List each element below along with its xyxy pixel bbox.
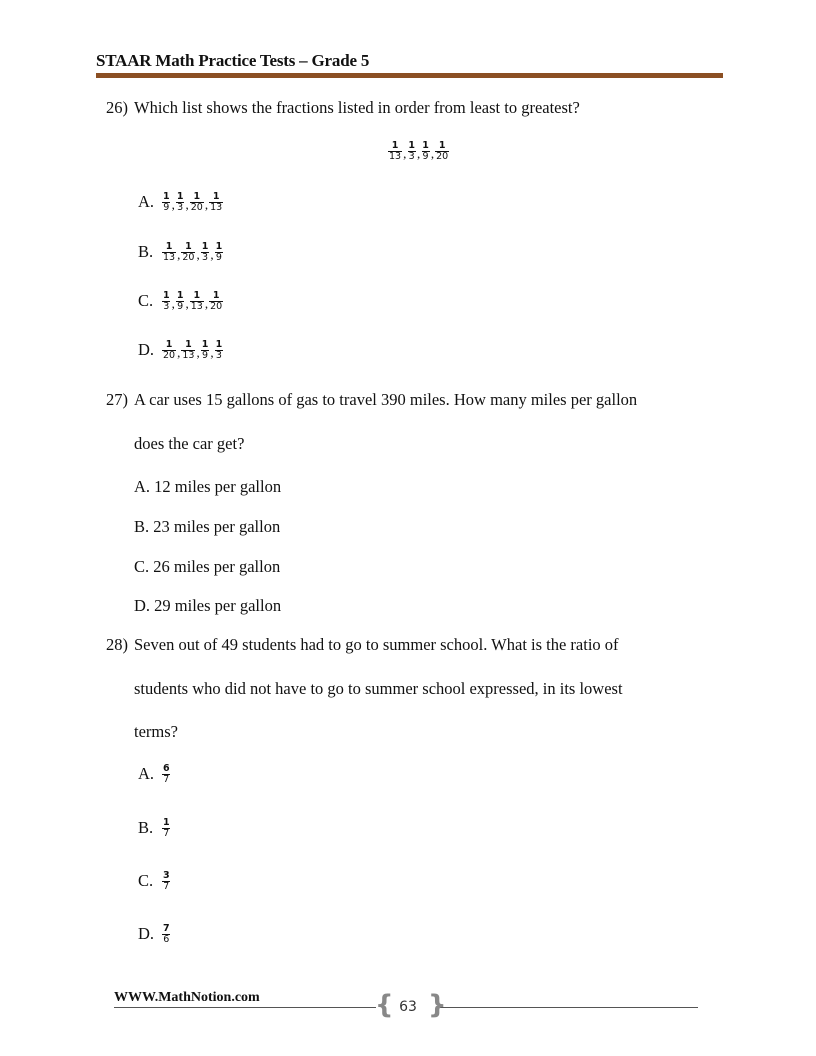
question-number: 26) bbox=[106, 98, 128, 117]
comma-separator: , bbox=[210, 345, 214, 361]
denominator: 7 bbox=[163, 827, 170, 839]
option-fractions bbox=[162, 291, 223, 312]
fraction bbox=[162, 818, 171, 839]
numerator: 1 bbox=[438, 140, 446, 151]
numerator: 1 bbox=[215, 339, 223, 350]
fraction bbox=[190, 291, 204, 312]
numerator: 1 bbox=[408, 140, 415, 151]
denominator: 9 bbox=[215, 251, 222, 263]
option-letter: A. bbox=[138, 764, 155, 784]
fraction bbox=[181, 340, 195, 361]
q26-option-a[interactable] bbox=[138, 192, 223, 213]
numerator: 1 bbox=[185, 241, 192, 252]
numerator: 1 bbox=[212, 191, 220, 202]
comma-separator: , bbox=[204, 197, 209, 213]
q27-option-a[interactable]: A. 12 miles per gallon bbox=[134, 477, 282, 496]
comma-separator: , bbox=[210, 247, 214, 263]
fraction bbox=[209, 192, 223, 213]
footer-rule-left bbox=[114, 1007, 376, 1008]
option-fraction bbox=[162, 924, 171, 945]
question-text-line2: does the car get? bbox=[134, 434, 245, 453]
numerator: 1 bbox=[176, 290, 184, 301]
question-text-line1: A car uses 15 gallons of gas to travel 390 miles. How many miles per gallon bbox=[134, 390, 638, 409]
q27-option-b[interactable]: B. 23 miles per gallon bbox=[134, 517, 281, 536]
header-divider bbox=[96, 73, 723, 78]
comma-separator: , bbox=[171, 296, 175, 312]
option-fractions bbox=[162, 242, 223, 263]
q28-option-d[interactable] bbox=[138, 924, 171, 945]
option-letter: C. bbox=[138, 871, 154, 891]
denominator: 6 bbox=[163, 933, 170, 945]
q27-option-c[interactable]: C. 26 miles per gallon bbox=[134, 557, 281, 576]
fraction bbox=[162, 924, 171, 945]
fraction bbox=[162, 242, 176, 263]
page-header-title: STAAR Math Practice Tests – Grade 5 bbox=[96, 51, 370, 70]
denominator: 3 bbox=[201, 251, 209, 263]
numerator: 1 bbox=[165, 339, 173, 350]
denominator: 13 bbox=[210, 201, 223, 213]
fraction bbox=[162, 291, 171, 312]
denominator: 3 bbox=[215, 349, 222, 361]
comma-separator: , bbox=[403, 146, 407, 162]
fraction bbox=[162, 192, 171, 213]
fraction bbox=[435, 141, 449, 162]
numerator: 3 bbox=[163, 870, 170, 881]
comma-separator: , bbox=[177, 345, 181, 361]
numerator: 6 bbox=[163, 763, 170, 774]
fraction bbox=[176, 291, 185, 312]
fraction bbox=[176, 192, 185, 213]
question-text-line2: students who did not have to go to summer school expressed, in its lowest bbox=[134, 679, 623, 698]
denominator: 9 bbox=[177, 300, 184, 312]
numerator: 1 bbox=[201, 339, 209, 350]
comma-separator: , bbox=[430, 146, 435, 162]
option-fractions bbox=[162, 340, 223, 361]
numerator: 1 bbox=[212, 290, 220, 301]
denominator: 20 bbox=[182, 251, 195, 263]
option-fraction bbox=[162, 871, 171, 892]
question-28 bbox=[106, 637, 619, 654]
comma-separator: , bbox=[416, 146, 421, 162]
question-text-line3: terms? bbox=[134, 722, 178, 741]
fraction bbox=[421, 141, 430, 162]
denominator: 9 bbox=[201, 349, 209, 361]
fraction bbox=[215, 242, 224, 263]
denominator: 7 bbox=[163, 773, 170, 785]
option-letter: D. bbox=[138, 340, 155, 360]
numerator: 1 bbox=[422, 140, 429, 151]
fraction bbox=[407, 141, 416, 162]
numerator: 1 bbox=[163, 290, 170, 301]
fraction bbox=[215, 340, 224, 361]
q26-option-c[interactable] bbox=[138, 291, 223, 312]
page-number: 63 bbox=[399, 999, 417, 1015]
numerator: 7 bbox=[163, 923, 170, 934]
comma-separator: , bbox=[196, 247, 200, 263]
comma-separator: , bbox=[177, 247, 181, 263]
denominator: 13 bbox=[389, 150, 402, 162]
left-bracket-icon: { bbox=[375, 990, 394, 1020]
fraction bbox=[162, 764, 171, 785]
numerator: 1 bbox=[391, 140, 399, 151]
numerator: 1 bbox=[201, 241, 209, 252]
comma-separator: , bbox=[196, 345, 200, 361]
question-text-line1: Seven out of 49 students had to go to summer school. What is the ratio of bbox=[134, 635, 619, 654]
option-letter: D. bbox=[138, 924, 155, 944]
footer-website-link[interactable]: WWW.MathNotion.com bbox=[114, 990, 260, 1005]
numerator: 1 bbox=[193, 290, 201, 301]
option-fractions bbox=[162, 192, 223, 213]
denominator: 20 bbox=[436, 150, 449, 162]
footer-rule-right bbox=[440, 1007, 698, 1008]
question-26 bbox=[106, 100, 580, 117]
denominator: 7 bbox=[163, 880, 170, 892]
fraction bbox=[201, 340, 210, 361]
comma-separator: , bbox=[185, 197, 189, 213]
numerator: 1 bbox=[176, 191, 184, 202]
q28-option-c[interactable] bbox=[138, 871, 171, 892]
fraction bbox=[162, 340, 176, 361]
denominator: 9 bbox=[163, 201, 170, 213]
fraction bbox=[209, 291, 223, 312]
fraction bbox=[201, 242, 210, 263]
question-number: 28) bbox=[106, 635, 128, 654]
option-letter: B. bbox=[138, 818, 154, 838]
q27-option-d[interactable]: D. 29 miles per gallon bbox=[134, 596, 282, 615]
question-number: 27) bbox=[106, 390, 128, 409]
denominator: 3 bbox=[177, 201, 184, 213]
q26-option-d[interactable] bbox=[138, 340, 223, 361]
option-letter: A. bbox=[138, 192, 155, 212]
denominator: 13 bbox=[182, 349, 195, 361]
denominator: 20 bbox=[163, 349, 176, 361]
question-text: Which list shows the fractions listed in order from least to greatest? bbox=[134, 98, 580, 117]
numerator: 1 bbox=[215, 241, 223, 252]
right-bracket-icon: } bbox=[428, 990, 447, 1020]
numerator: 1 bbox=[193, 191, 201, 202]
denominator: 13 bbox=[190, 300, 203, 312]
q28-option-a[interactable] bbox=[138, 764, 171, 785]
numerator: 1 bbox=[163, 191, 170, 202]
comma-separator: , bbox=[171, 197, 175, 213]
fraction bbox=[190, 192, 204, 213]
denominator: 3 bbox=[163, 300, 170, 312]
denominator: 20 bbox=[190, 201, 203, 213]
numerator: 1 bbox=[185, 339, 192, 350]
option-fraction bbox=[162, 818, 171, 839]
question-27 bbox=[106, 392, 637, 409]
comma-separator: , bbox=[185, 296, 189, 312]
numerator: 1 bbox=[165, 241, 173, 252]
denominator: 3 bbox=[408, 150, 415, 162]
denominator: 13 bbox=[163, 251, 176, 263]
option-letter: B. bbox=[138, 242, 154, 262]
q28-option-b[interactable] bbox=[138, 818, 171, 839]
option-letter: C. bbox=[138, 291, 154, 311]
comma-separator: , bbox=[204, 296, 209, 312]
fraction bbox=[162, 871, 171, 892]
given-fractions bbox=[388, 141, 449, 162]
fraction bbox=[388, 141, 402, 162]
option-fraction bbox=[162, 764, 171, 785]
fraction bbox=[181, 242, 195, 263]
numerator: 1 bbox=[163, 817, 170, 828]
denominator: 20 bbox=[210, 300, 223, 312]
denominator: 9 bbox=[422, 150, 429, 162]
q26-option-b[interactable] bbox=[138, 242, 223, 263]
